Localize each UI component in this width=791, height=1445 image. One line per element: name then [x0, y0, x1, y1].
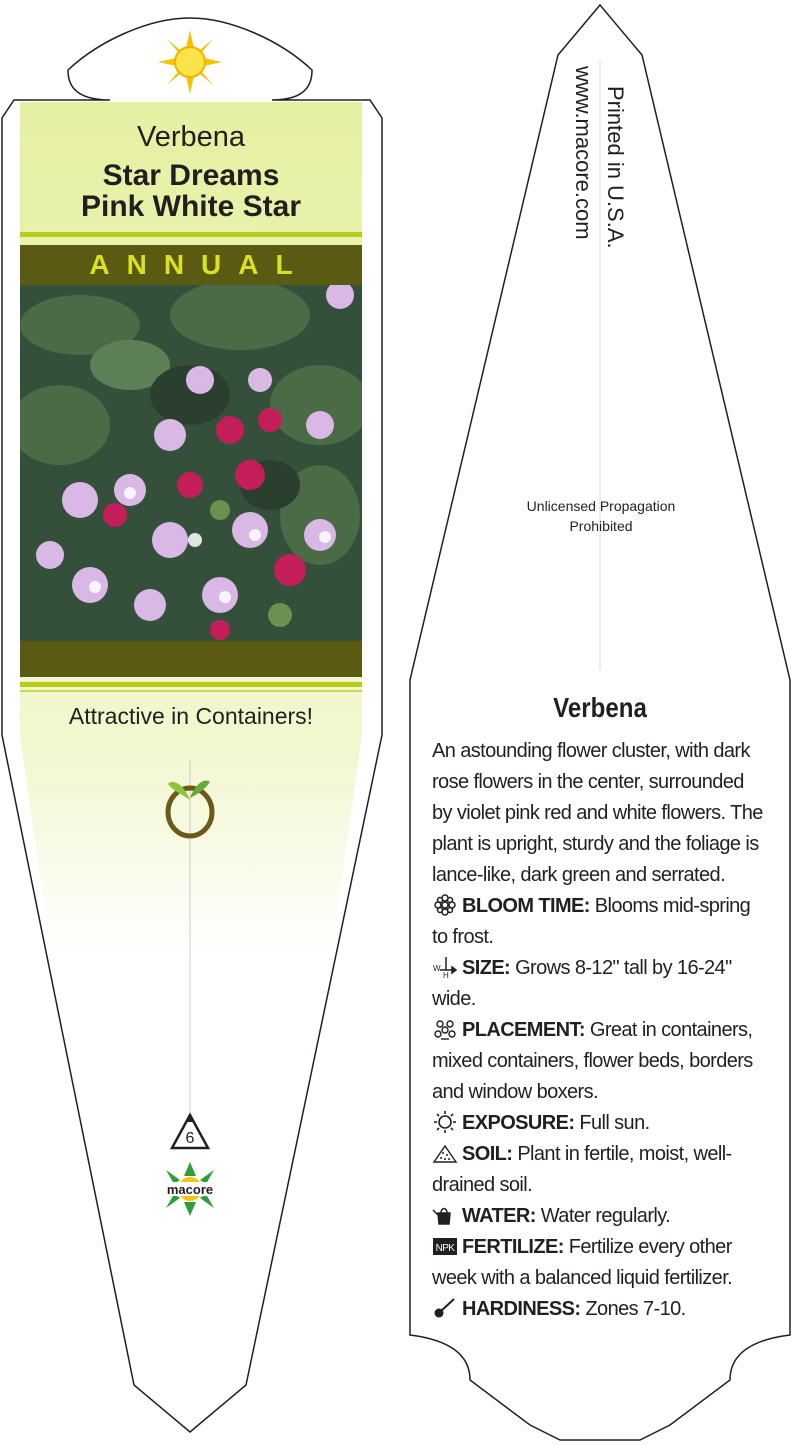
care-label: SIZE:: [462, 957, 511, 979]
care-item-placement: [432, 1015, 767, 1108]
watering-can-icon: [432, 1204, 458, 1226]
soil-icon: [432, 1142, 458, 1164]
size-icon-h: H: [443, 971, 449, 978]
npk-icon: [432, 1235, 458, 1257]
npk-text: NPK: [435, 1243, 455, 1254]
care-description: [432, 736, 767, 1325]
care-label: HARDINESS:: [462, 1298, 581, 1320]
photo-footer-band: [20, 641, 362, 677]
accent-line: [20, 232, 362, 237]
care-text: Fertilize every other week with a balanced liquid fertilizer.: [432, 1236, 733, 1289]
description-title: Verbena: [553, 692, 647, 723]
tagline: Attractive in Containers!: [68, 703, 314, 729]
propagation-notice: [496, 496, 706, 536]
care-item-fertilize: [432, 1232, 767, 1294]
care-text: Plant in fertile, moist, well-drained soil.: [432, 1143, 732, 1196]
propagation-line-1: Unlicensed Propagation: [526, 498, 676, 514]
care-label: SOIL:: [462, 1143, 513, 1165]
care-label: EXPOSURE:: [462, 1112, 575, 1134]
recycle-number: 6: [185, 1130, 195, 1147]
care-text: Blooms mid-spring to frost.: [432, 895, 751, 948]
printed-text: Printed in U.S.A.: [603, 86, 628, 249]
care-item-hardiness: [432, 1294, 767, 1325]
variety-title: [20, 160, 362, 222]
care-text: Grows 8-12" tall by 16-24" wide.: [432, 957, 732, 1010]
care-item-soil: [432, 1139, 767, 1201]
accent-line-thin: [20, 690, 362, 692]
sun-icon: [158, 30, 222, 94]
propagation-line-2: Prohibited: [569, 518, 633, 534]
care-label: PLACEMENT:: [462, 1019, 585, 1041]
website-text: www.macore.com: [571, 66, 596, 240]
brand-name: macore: [166, 1182, 214, 1197]
sun-icon: [432, 1111, 458, 1133]
care-label: FERTILIZE:: [462, 1236, 564, 1258]
description-text: An astounding flower cluster, with dark rose flowers in the center, surrounded by violet pink red and white flowers. The plant is upright, sturdy and the foliage is lance-like, dark green and serrated.: [432, 740, 763, 886]
plant-type-banner: ANNUAL: [20, 245, 362, 285]
care-item-size: [432, 953, 767, 1015]
accent-line-lower: [20, 682, 362, 687]
thermometer-icon: [432, 1297, 458, 1319]
care-text: Great in containers, mixed containers, flower beds, borders and window boxers.: [432, 1019, 753, 1103]
care-item-bloom: [432, 891, 767, 953]
recycle-icon: [168, 1112, 212, 1156]
plant-photo: [20, 285, 362, 641]
seedling-icon: [160, 770, 220, 840]
variety-line-2: Pink White Star: [80, 190, 302, 223]
bloom-icon: [432, 894, 458, 916]
care-text: Full sun.: [579, 1112, 650, 1134]
size-icon-w: W: [433, 964, 440, 973]
care-text: Zones 7-10.: [585, 1298, 686, 1320]
genus-title: Verbena: [136, 121, 246, 153]
size-icon: [432, 956, 458, 978]
care-item-exposure: [432, 1108, 767, 1139]
care-item-water: [432, 1201, 767, 1232]
placement-icon: [432, 1018, 458, 1040]
care-text: Water regularly.: [540, 1205, 671, 1227]
care-label: WATER:: [462, 1205, 536, 1227]
variety-line-1: Star Dreams: [102, 159, 280, 192]
care-label: BLOOM TIME:: [462, 895, 590, 917]
